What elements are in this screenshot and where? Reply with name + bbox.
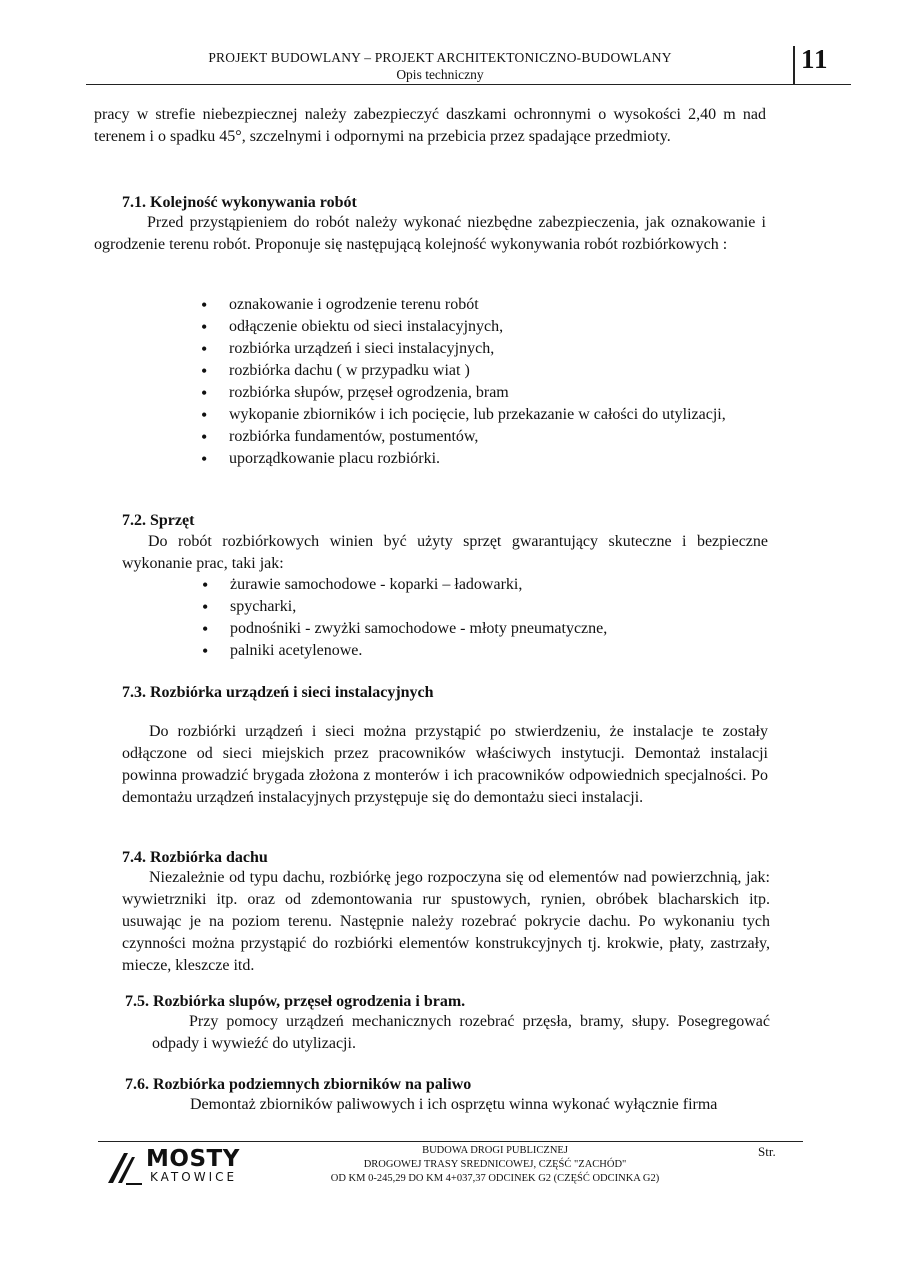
logo-subtitle: KATOWICE [150,1170,238,1184]
section-7-3-paragraph: Do rozbiórki urządzeń i sieci można przystąpić po stwierdzeniu, że instalacje te zostały odłączone od sieci miejskich przez pracowników właściwych instytucji. Demontaż instalacji powinna prowadzić brygada złożona z monterów i ich pracowników odpowiednich specjalności. Po demontażu urządzeń instalacyjnych przystępuje się do demontażu sieci instalacji. [122,723,768,806]
intro-paragraph: pracy w strefie niebezpiecznej należy zabezpieczyć daszkami ochronnymi o wysokości 2,40 m nad terenem i o spadku 45°, szczelnymi i odpornymi na przebicia przez spadające przedmioty. [94,106,766,145]
section-7-5-paragraph: Przy pomocy urządzeń mechanicznych rozebrać przęsła, bramy, słupy. Posegregować odpady i wywieźć do utylizacji. [152,1013,770,1052]
list-item: • odłączenie obiektu od sieci instalacyjnych, [201,316,731,338]
footer-line-1: BUDOWA DROGI PUBLICZNEJ [422,1145,568,1156]
section-7-2-list [202,574,722,662]
list-item: • oznakowanie i ogrodzenie terenu robót [201,294,731,316]
section-7-1-heading: 7.1. Kolejność wykonywania robót [122,194,357,211]
section-7-1-paragraph: Przed przystąpieniem do robót należy wykonać niezbędne zabezpieczenia, jak oznakowanie i ogrodzenie terenu robót. Proponuje się następującą kolejność wykonywania robót rozbiórkowych : [94,214,766,253]
list-item: • palniki acetylenowe. [202,640,722,662]
section-7-4-heading: 7.4. Rozbiórka dachu [122,849,268,866]
section-7-6-heading: 7.6. Rozbiórka podziemnych zbiorników na paliwo [125,1076,472,1093]
section-7-6-paragraph: Demontaż zbiorników paliwowych i ich osprzętu winna wykonać wyłącznie firma [190,1096,718,1113]
section-7-3-heading: 7.3. Rozbiórka urządzeń i sieci instalacyjnych [122,684,434,701]
header-rule [86,84,796,85]
page-number: 11 [801,44,829,74]
logo-name: MOSTY [146,1146,240,1172]
list-item: • rozbiórka dachu ( w przypadku wiat ) [201,360,731,382]
section-7-5-heading: 7.5. Rozbiórka slupów, przęseł ogrodzenia i bram. [125,993,466,1010]
footer-page-label: Str. [758,1144,776,1159]
header-subtitle: Opis techniczny [396,67,484,82]
header-title: PROJEKT BUDOWLANY – PROJEKT ARCHITEKTONICZNO-BUDOWLANY [208,50,672,65]
page-number-rule [793,84,851,85]
mosty-logo-icon [104,1150,144,1186]
footer-line-2: DROGOWEJ TRASY SREDNICOWEJ, CZĘŚĆ "ZACHÓD" [363,1159,627,1170]
list-item: • spycharki, [202,596,722,618]
section-7-4-paragraph: Niezależnie od typu dachu, rozbiórkę jego rozpoczyna się od elementów nad powierzchnią, jak: wywietrzniki itp. oraz od zdemontowania rur spustowych, rynien, obróbek blacharskich itp. usuwając je na poziom terenu. Następnie należy rozebrać pokrycie dachu. Po wykonaniu tych czynności można przystąpić do rozbiórki elementów konstrukcyjnych tj. krokwie, płaty, zastrzały, miecze, kleszcze itd. [122,869,770,974]
list-item: • rozbiórka fundamentów, postumentów, [201,426,731,448]
list-item: • podnośniki - zwyżki samochodowe - młoty pneumatyczne, [202,618,722,640]
list-item: • rozbiórka słupów, przęseł ogrodzenia, bram [201,382,731,404]
list-item: • wykopanie zbiorników i ich pocięcie, lub przekazanie w całości do utylizacji, [201,404,731,426]
list-item: • uporządkowanie placu rozbiórki. [201,448,731,470]
footer-rule [98,1141,803,1142]
section-7-2-paragraph: Do robót rozbiórkowych winien być użyty sprzęt gwarantujący skuteczne i bezpieczne wykonanie prac, taki jak: [122,533,768,572]
section-7-1-list [201,294,731,470]
footer-line-3: OD KM 0-245,29 DO KM 4+037,37 ODCINEK G2 (CZĘŚĆ ODCINKA G2) [330,1173,660,1184]
list-item: • rozbiórka urządzeń i sieci instalacyjnych, [201,338,731,360]
list-item: • żurawie samochodowe - koparki – ładowarki, [202,574,722,596]
section-7-2-heading: 7.2. Sprzęt [122,512,195,529]
